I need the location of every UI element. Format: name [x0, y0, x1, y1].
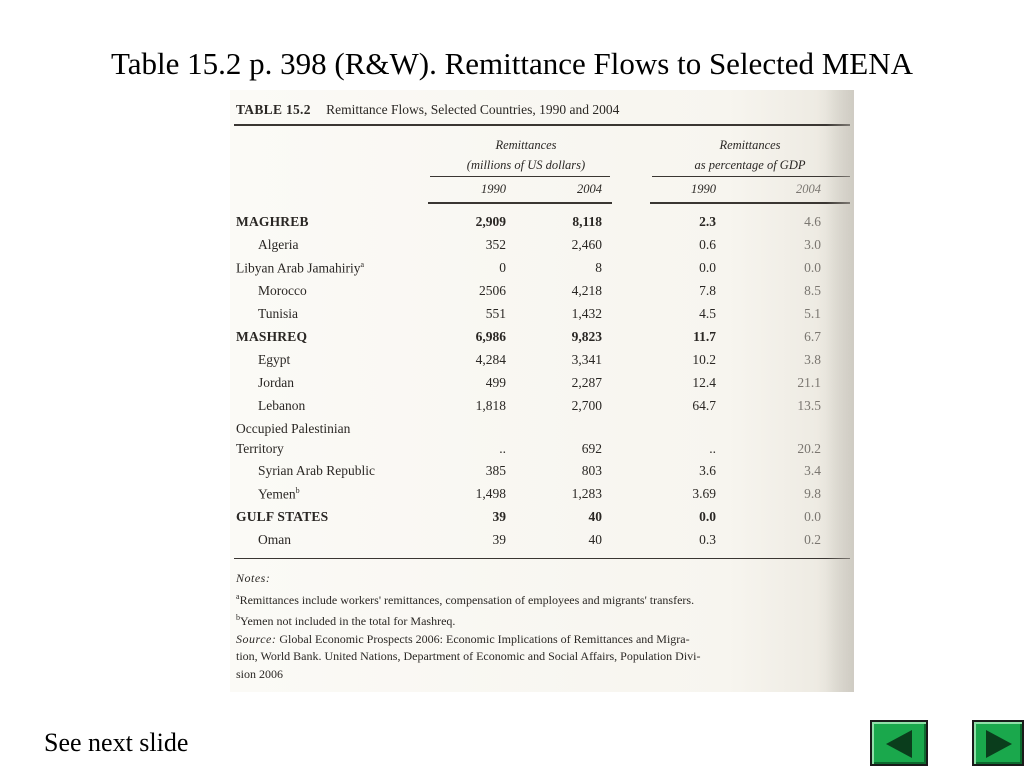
cell-gdp-1990: 64.7: [692, 398, 716, 413]
source-line-2: tion, World Bank. United Nations, Department of Economic and Social Affairs, Population Divi-: [236, 649, 701, 663]
row-label: Algeria: [258, 237, 299, 252]
cell-gdp-1990: 4.5: [699, 306, 716, 321]
row-label: Yemen$^b$: [258, 486, 300, 502]
table-scan: [230, 90, 854, 692]
table-row-maghreb: [236, 214, 836, 236]
right-triangle-icon: [986, 730, 1012, 758]
row-label: Lebanon: [258, 398, 306, 413]
note-b: $^b$Yemen not included in the total for Mashreq.: [236, 613, 456, 628]
group-header-usd-line1: Remittances: [495, 138, 557, 152]
cell-usd-2004: 692: [581, 441, 602, 456]
cell-gdp-1990: 2.3: [699, 214, 716, 229]
row-label: MAGHREB: [236, 214, 309, 229]
top-rule: [234, 124, 850, 126]
table-row-mashreq: [236, 329, 836, 351]
cell-gdp-1990: 11.7: [693, 329, 716, 344]
previous-slide-button[interactable]: [870, 720, 928, 766]
footnote-mark: a: [360, 260, 365, 269]
table-row-syria: [236, 463, 836, 485]
next-slide-button[interactable]: [972, 720, 1024, 766]
cell-usd-1990: 6,986: [475, 329, 506, 344]
note-a: $^a$Remittances include workers' remittances, compensation of employees and migrants' transfers.: [236, 591, 695, 607]
cell-gdp-2004: 9.8: [804, 486, 821, 501]
table-row-gulf-states: [236, 509, 836, 531]
cell-usd-1990: 4,284: [475, 352, 506, 367]
cell-usd-2004: 2,700: [571, 398, 602, 413]
cell-gdp-1990: 3.6: [699, 463, 716, 478]
year-header: 1990: [481, 182, 506, 196]
cell-usd-2004: 9,823: [571, 329, 602, 344]
table-row-lebanon: [236, 398, 836, 420]
cell-gdp-1990: 0.0: [699, 509, 716, 524]
cell-usd-1990: 2,909: [475, 214, 506, 229]
cell-usd-2004: 3,341: [571, 352, 602, 367]
group-rule-gdp: [652, 176, 850, 177]
cell-usd-2004: 2,287: [571, 375, 602, 390]
footnote-mark: b: [295, 486, 300, 495]
see-next-slide-text: See next slide: [44, 728, 189, 757]
cell-gdp-1990: 10.2: [692, 352, 716, 367]
table-row-yemen: [236, 486, 836, 508]
cell-gdp-2004: 3.0: [804, 237, 821, 252]
cell-gdp-1990: 12.4: [692, 375, 716, 390]
cell-gdp-2004: 3.4: [804, 463, 821, 478]
cell-usd-2004: 8: [595, 260, 602, 275]
cell-usd-2004: 1,283: [571, 486, 602, 501]
cell-gdp-2004: 13.5: [797, 398, 821, 413]
cell-usd-2004: 40: [588, 532, 602, 547]
cell-usd-1990: 551: [485, 306, 506, 321]
source-line-3: sion 2006: [236, 666, 284, 681]
bottom-rule: [234, 558, 850, 559]
cell-gdp-2004: 20.2: [797, 441, 821, 456]
row-label: Jordan: [258, 375, 294, 390]
cell-usd-1990: ..: [499, 441, 506, 456]
cell-usd-2004: 2,460: [571, 237, 602, 252]
cell-usd-2004: 803: [581, 463, 602, 478]
row-label: Morocco: [258, 283, 307, 298]
year-header: 1990: [691, 182, 716, 196]
row-label-line2: Territory: [236, 441, 284, 456]
row-label: GULF STATES: [236, 509, 329, 524]
cell-usd-1990: 2506: [479, 283, 506, 298]
cell-usd-2004: 8,118: [572, 214, 602, 229]
cell-usd-1990: 385: [485, 463, 506, 478]
group-header-gdp-line2: as percentage of GDP: [694, 158, 806, 172]
cell-gdp-2004: 0.0: [804, 509, 821, 524]
group-rule-usd: [430, 176, 610, 177]
cell-gdp-1990: 0.0: [699, 260, 716, 275]
table-row-oman: [236, 532, 836, 554]
cell-gdp-2004: 0.2: [804, 532, 821, 547]
table-caption: [236, 102, 619, 118]
year-header: 2004: [577, 182, 602, 196]
year-header: 2004: [796, 182, 821, 196]
table-row-algeria: [236, 237, 836, 259]
cell-gdp-2004: 21.1: [797, 375, 821, 390]
cell-usd-1990: 39: [492, 532, 506, 547]
cell-usd-1990: 499: [485, 375, 506, 390]
row-label: Tunisia: [258, 306, 299, 321]
cell-usd-2004: 40: [588, 509, 602, 524]
cell-usd-2004: 1,432: [571, 306, 602, 321]
source-line-1: Source: Global Economic Prospects 2006: Economic Implications of Remittances and Migra-: [236, 631, 690, 646]
table-row-libya: [236, 260, 836, 282]
cell-gdp-1990: 0.3: [699, 532, 716, 547]
row-label: Oman: [258, 532, 291, 547]
group-header-usd-line2: (millions of US dollars): [466, 158, 586, 172]
cell-gdp-1990: 7.8: [699, 283, 716, 298]
cell-gdp-1990: 0.6: [699, 237, 716, 252]
cell-usd-1990: 1,498: [475, 486, 506, 501]
table-row-tunisia: [236, 306, 836, 328]
cell-usd-1990: 352: [485, 237, 506, 252]
cell-gdp-2004: 5.1: [804, 306, 821, 321]
cell-usd-2004: 4,218: [571, 283, 602, 298]
table-notes: [236, 570, 846, 683]
left-triangle-icon: [886, 730, 912, 758]
row-label: MASHREQ: [236, 329, 308, 344]
cell-gdp-2004: 3.8: [804, 352, 821, 367]
table-row-morocco: [236, 283, 836, 305]
cell-gdp-1990: 3.69: [692, 486, 716, 501]
row-label: Syrian Arab Republic: [258, 463, 375, 478]
cell-gdp-2004: 4.6: [804, 214, 821, 229]
cell-gdp-1990: ..: [709, 441, 716, 456]
cell-usd-1990: 39: [492, 509, 506, 524]
cell-gdp-2004: 0.0: [804, 260, 821, 275]
group-header-gdp-line1: Remittances: [719, 138, 781, 152]
row-label: Egypt: [258, 352, 291, 367]
cell-usd-1990: 0: [499, 260, 506, 275]
cell-usd-1990: 1,818: [475, 398, 506, 413]
slide-title: Table 15.2 p. 398 (R&W). Remittance Flows to Selected MENA: [111, 46, 913, 81]
cell-gdp-2004: 6.7: [804, 329, 821, 344]
table-row-palestine: [236, 421, 836, 465]
table-caption-text: Remittance Flows, Selected Countries, 1990 and 2004: [326, 102, 620, 117]
notes-heading: Notes:: [236, 571, 271, 585]
cell-gdp-2004: 8.5: [804, 283, 821, 298]
table-row-jordan: [236, 375, 836, 397]
row-label: Occupied Palestinian: [236, 421, 351, 436]
row-label: Libyan Arab Jamahiriy$^a$: [236, 260, 365, 276]
table-row-egypt: [236, 352, 836, 374]
table-label: TABLE 15.2: [236, 102, 311, 117]
year-rule-gdp: [650, 202, 850, 204]
year-rule-usd: [428, 202, 612, 204]
